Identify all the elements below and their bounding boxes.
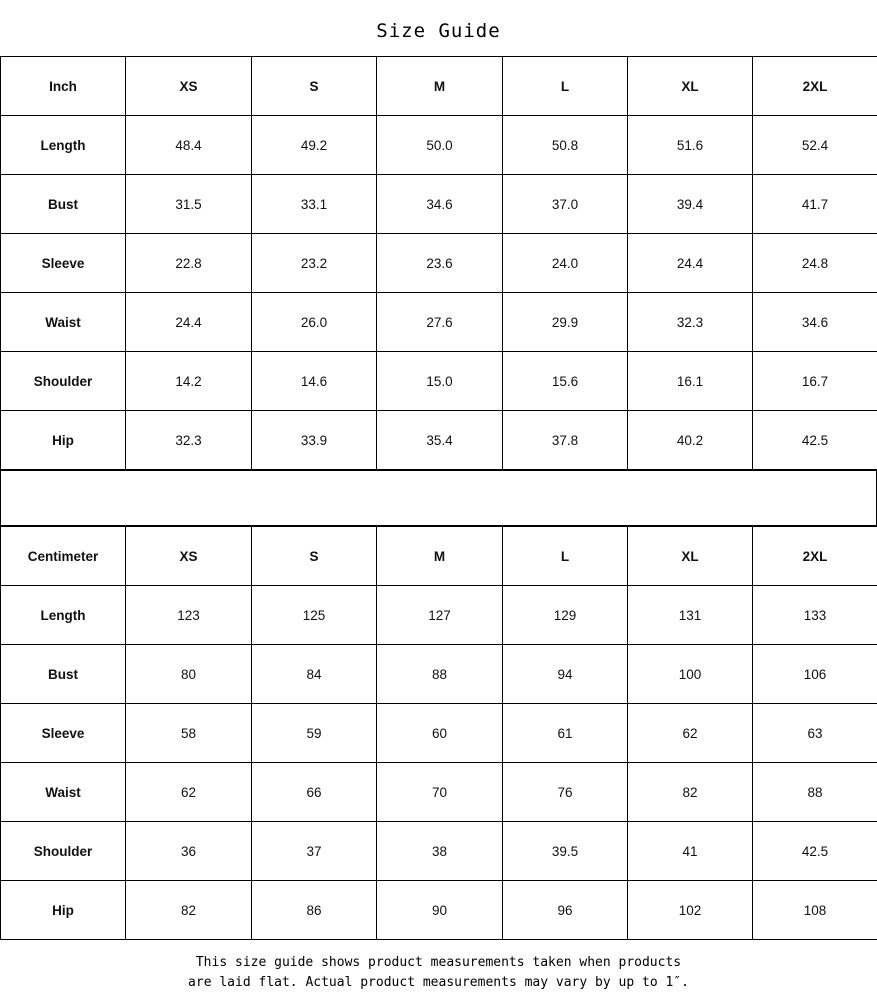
table-row xyxy=(1,881,877,940)
column-header-s: S xyxy=(252,527,377,586)
column-header-2xl: 2XL xyxy=(753,57,877,116)
row-label-bust: Bust xyxy=(1,645,126,704)
cell-bust-xs: 31.5 xyxy=(126,175,252,234)
disclaimer-line-2: are laid flat. Actual product measurements may vary by up to 1″. xyxy=(0,973,877,993)
row-label-length: Length xyxy=(1,586,126,645)
column-header-xs: XS xyxy=(126,527,252,586)
cell-length-s: 125 xyxy=(252,586,377,645)
row-label-length: Length xyxy=(1,116,126,175)
cell-shoulder-l: 15.6 xyxy=(503,352,628,411)
cell-bust-l: 94 xyxy=(503,645,628,704)
column-header-m: M xyxy=(377,57,503,116)
page-title: Size Guide xyxy=(0,0,877,56)
cell-length-xs: 123 xyxy=(126,586,252,645)
cell-waist-l: 29.9 xyxy=(503,293,628,352)
cell-hip-xs: 32.3 xyxy=(126,411,252,470)
cell-length-2xl: 52.4 xyxy=(753,116,877,175)
cell-bust-m: 88 xyxy=(377,645,503,704)
cell-length-s: 49.2 xyxy=(252,116,377,175)
row-label-hip: Hip xyxy=(1,411,126,470)
cell-shoulder-l: 39.5 xyxy=(503,822,628,881)
cell-length-l: 50.8 xyxy=(503,116,628,175)
cell-bust-2xl: 106 xyxy=(753,645,877,704)
table-row xyxy=(1,586,877,645)
cell-bust-l: 37.0 xyxy=(503,175,628,234)
cell-hip-s: 86 xyxy=(252,881,377,940)
cell-sleeve-l: 24.0 xyxy=(503,234,628,293)
cell-sleeve-s: 23.2 xyxy=(252,234,377,293)
cell-sleeve-l: 61 xyxy=(503,704,628,763)
cell-waist-2xl: 34.6 xyxy=(753,293,877,352)
cell-shoulder-xs: 36 xyxy=(126,822,252,881)
row-label-waist: Waist xyxy=(1,293,126,352)
row-label-sleeve: Sleeve xyxy=(1,704,126,763)
row-label-shoulder: Shoulder xyxy=(1,822,126,881)
table-row xyxy=(1,704,877,763)
cell-waist-l: 76 xyxy=(503,763,628,822)
cell-waist-s: 26.0 xyxy=(252,293,377,352)
cell-hip-m: 35.4 xyxy=(377,411,503,470)
cell-sleeve-s: 59 xyxy=(252,704,377,763)
cell-sleeve-2xl: 24.8 xyxy=(753,234,877,293)
cell-length-xl: 51.6 xyxy=(628,116,753,175)
cell-length-xs: 48.4 xyxy=(126,116,252,175)
cell-waist-xs: 24.4 xyxy=(126,293,252,352)
cell-waist-m: 27.6 xyxy=(377,293,503,352)
cell-bust-m: 34.6 xyxy=(377,175,503,234)
row-label-bust: Bust xyxy=(1,175,126,234)
table-header-row xyxy=(1,57,877,116)
table-row xyxy=(1,411,877,470)
table-separator xyxy=(0,470,877,526)
disclaimer-note xyxy=(0,940,877,993)
cell-hip-m: 90 xyxy=(377,881,503,940)
cell-shoulder-s: 37 xyxy=(252,822,377,881)
cell-hip-xs: 82 xyxy=(126,881,252,940)
size-table-inch xyxy=(0,56,877,470)
cell-sleeve-2xl: 63 xyxy=(753,704,877,763)
row-label-shoulder: Shoulder xyxy=(1,352,126,411)
cell-hip-2xl: 42.5 xyxy=(753,411,877,470)
cell-waist-xl: 32.3 xyxy=(628,293,753,352)
table-row xyxy=(1,116,877,175)
column-header-l: L xyxy=(503,57,628,116)
cell-sleeve-xl: 24.4 xyxy=(628,234,753,293)
cell-waist-xl: 82 xyxy=(628,763,753,822)
column-header-xl: XL xyxy=(628,57,753,116)
cell-bust-2xl: 41.7 xyxy=(753,175,877,234)
cell-length-xl: 131 xyxy=(628,586,753,645)
table-row xyxy=(1,234,877,293)
cell-hip-l: 96 xyxy=(503,881,628,940)
cell-length-l: 129 xyxy=(503,586,628,645)
cell-waist-2xl: 88 xyxy=(753,763,877,822)
table-header-row xyxy=(1,527,877,586)
cell-shoulder-xs: 14.2 xyxy=(126,352,252,411)
table-row xyxy=(1,763,877,822)
unit-label-centimeter: Centimeter xyxy=(1,527,126,586)
column-header-xs: XS xyxy=(126,57,252,116)
table-row xyxy=(1,175,877,234)
unit-label-inch: Inch xyxy=(1,57,126,116)
cell-shoulder-2xl: 16.7 xyxy=(753,352,877,411)
disclaimer-line-1: This size guide shows product measurements taken when products xyxy=(0,953,877,973)
table-row xyxy=(1,293,877,352)
cell-shoulder-m: 38 xyxy=(377,822,503,881)
cell-hip-xl: 102 xyxy=(628,881,753,940)
cell-sleeve-m: 60 xyxy=(377,704,503,763)
column-header-2xl: 2XL xyxy=(753,527,877,586)
column-header-m: M xyxy=(377,527,503,586)
cell-shoulder-2xl: 42.5 xyxy=(753,822,877,881)
cell-length-m: 127 xyxy=(377,586,503,645)
column-header-s: S xyxy=(252,57,377,116)
cell-shoulder-s: 14.6 xyxy=(252,352,377,411)
cell-hip-s: 33.9 xyxy=(252,411,377,470)
table-row xyxy=(1,645,877,704)
column-header-xl: XL xyxy=(628,527,753,586)
cell-bust-xs: 80 xyxy=(126,645,252,704)
cell-bust-s: 33.1 xyxy=(252,175,377,234)
cell-length-m: 50.0 xyxy=(377,116,503,175)
column-header-l: L xyxy=(503,527,628,586)
row-label-hip: Hip xyxy=(1,881,126,940)
cell-shoulder-xl: 41 xyxy=(628,822,753,881)
size-table-centimeter xyxy=(0,526,877,940)
cell-bust-xl: 39.4 xyxy=(628,175,753,234)
cell-bust-s: 84 xyxy=(252,645,377,704)
cell-hip-l: 37.8 xyxy=(503,411,628,470)
cell-waist-xs: 62 xyxy=(126,763,252,822)
cell-hip-2xl: 108 xyxy=(753,881,877,940)
cell-sleeve-xs: 22.8 xyxy=(126,234,252,293)
cell-sleeve-xl: 62 xyxy=(628,704,753,763)
cell-sleeve-xs: 58 xyxy=(126,704,252,763)
cell-waist-m: 70 xyxy=(377,763,503,822)
cell-hip-xl: 40.2 xyxy=(628,411,753,470)
cell-waist-s: 66 xyxy=(252,763,377,822)
row-label-sleeve: Sleeve xyxy=(1,234,126,293)
cell-shoulder-m: 15.0 xyxy=(377,352,503,411)
table-row xyxy=(1,822,877,881)
row-label-waist: Waist xyxy=(1,763,126,822)
cell-length-2xl: 133 xyxy=(753,586,877,645)
cell-bust-xl: 100 xyxy=(628,645,753,704)
table-row xyxy=(1,352,877,411)
cell-shoulder-xl: 16.1 xyxy=(628,352,753,411)
cell-sleeve-m: 23.6 xyxy=(377,234,503,293)
